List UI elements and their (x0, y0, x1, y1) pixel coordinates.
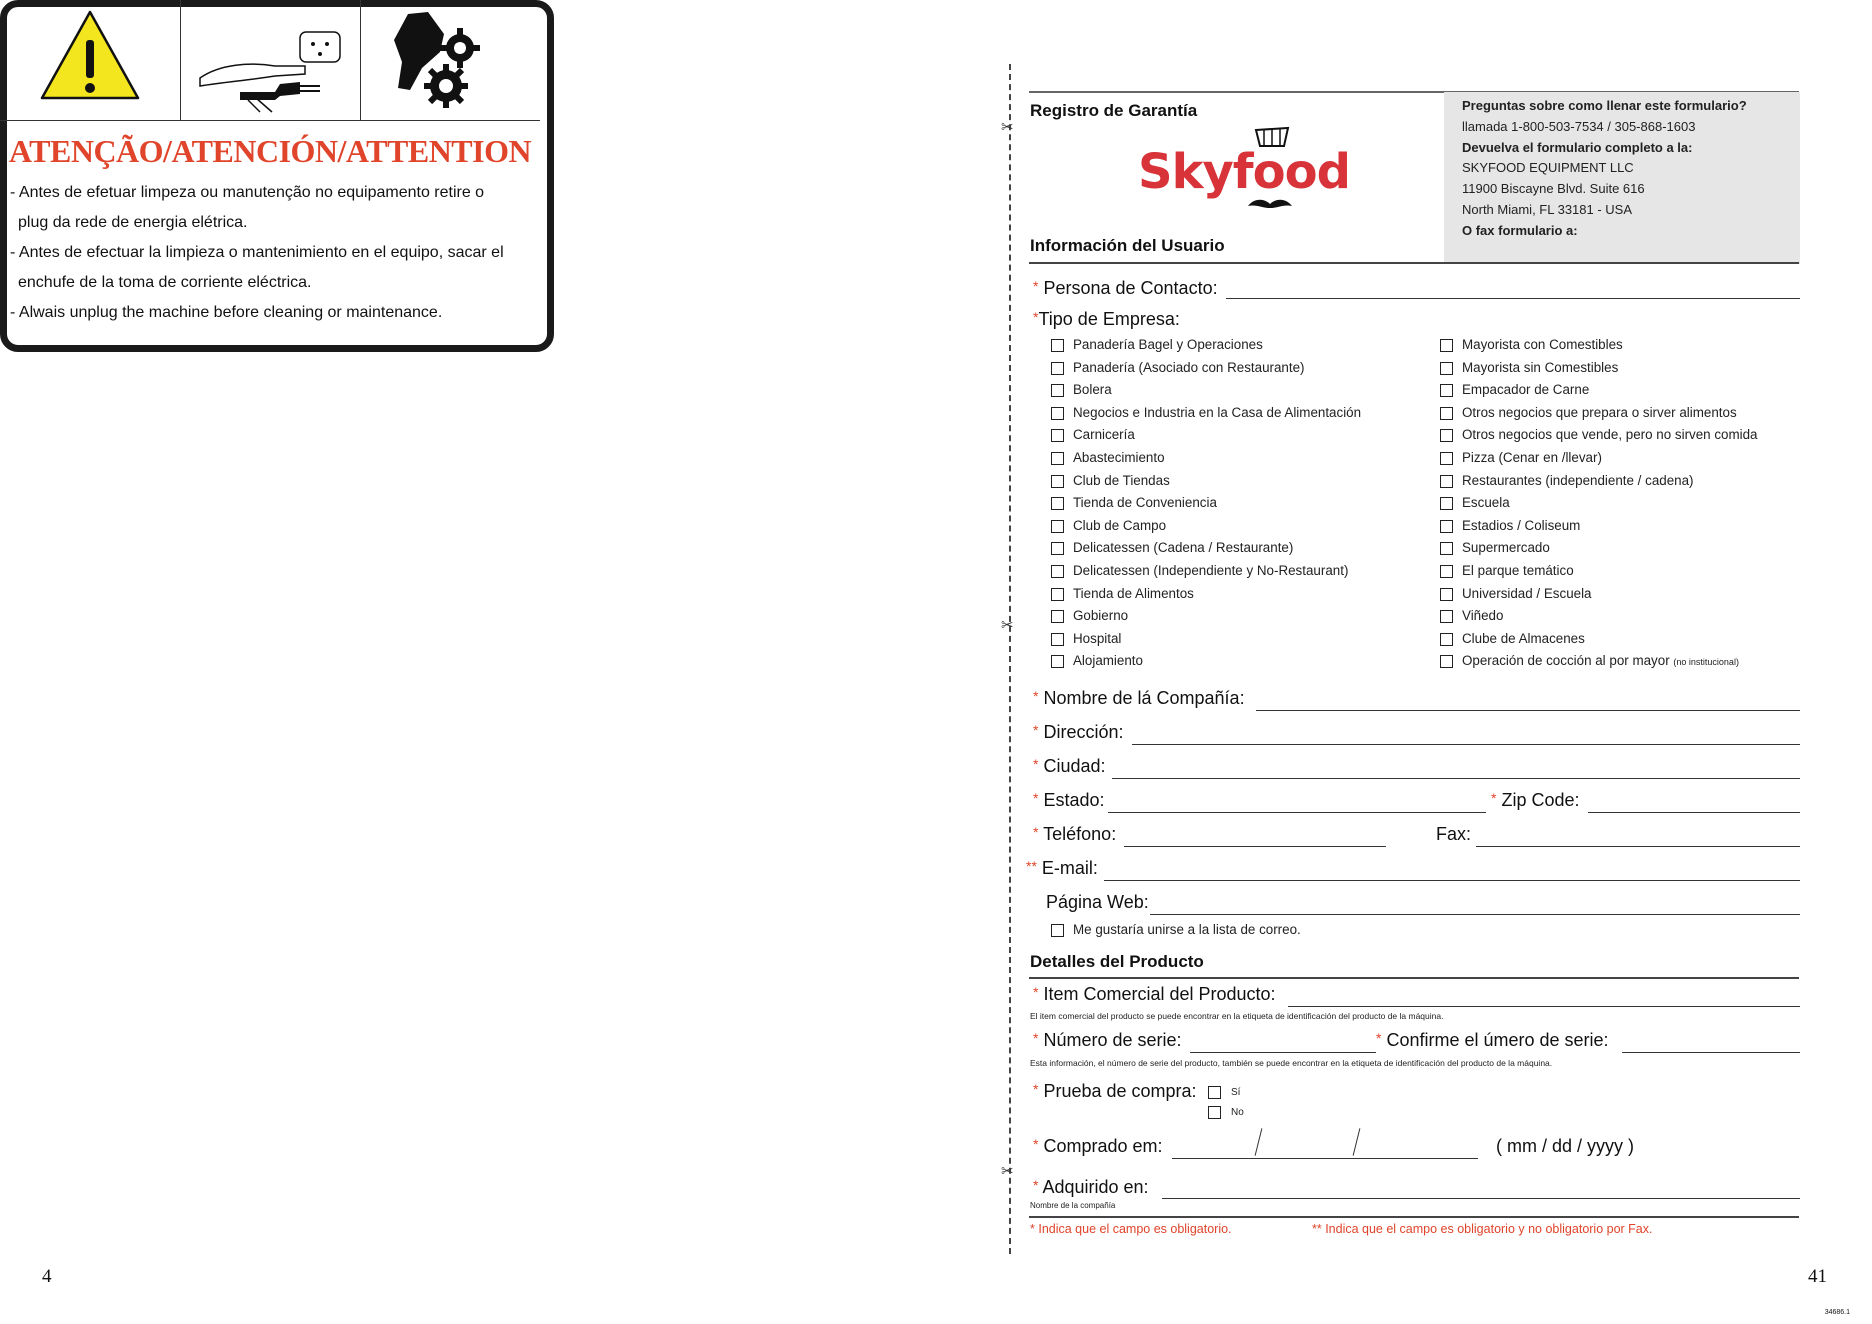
business-type-right-checkbox-12[interactable] (1440, 588, 1453, 601)
scissors-icon: ✂ (1001, 119, 1014, 136)
business-type-right-checkbox-14[interactable] (1440, 633, 1453, 646)
mailing-list-checkbox[interactable] (1051, 924, 1064, 937)
confirm-serial-label: * Confirme el úmero de serie: (1376, 1030, 1609, 1050)
zip-input[interactable] (1588, 812, 1800, 813)
business-type-right-checkbox-6[interactable] (1440, 452, 1453, 465)
business-type-left-checkbox-5[interactable] (1051, 429, 1064, 442)
section-rule (1029, 262, 1799, 264)
business-type-label: *Tipo de Empresa: (1033, 309, 1180, 329)
serial-input[interactable] (1190, 1052, 1376, 1053)
business-type-left-option-1: Panadería Bagel y Operaciones (1073, 337, 1263, 352)
business-type-right-option-label: Operación de cocción al por mayor (1462, 653, 1670, 669)
business-type-left-checkbox-12[interactable] (1051, 588, 1064, 601)
proof-no-label: No (1231, 1107, 1244, 1118)
confirm-serial-input[interactable] (1622, 1052, 1800, 1053)
proof-no-checkbox[interactable] (1208, 1106, 1221, 1119)
business-type-left-checkbox-4[interactable] (1051, 407, 1064, 420)
business-type-left-option-14: Hospital (1073, 630, 1122, 646)
date-separator (1255, 1128, 1263, 1155)
business-type-left-checkbox-6[interactable] (1051, 452, 1064, 465)
label-code: 34686.1 (1824, 1309, 1850, 1316)
warning-triangle-icon (0, 0, 181, 120)
business-type-right-checkbox-3[interactable] (1440, 384, 1453, 397)
business-type-left-option-2: Panadería (Asociado con Restaurante) (1073, 359, 1305, 375)
business-type-left-checkbox-3[interactable] (1051, 384, 1064, 397)
business-type-right-checkbox-11[interactable] (1440, 565, 1453, 578)
contact-fax-label: O fax formulario a: (1462, 222, 1578, 238)
contact-info (1462, 96, 1747, 242)
item-label: * Item Comercial del Producto: (1033, 984, 1276, 1004)
business-type-right-option-14: Clube de Almacenes (1462, 630, 1585, 646)
website-input[interactable] (1150, 914, 1800, 915)
required-footnote: * Indica que el campo es obligatorio. (1030, 1222, 1232, 1236)
business-type-left-option-8: Tienda de Conveniencia (1073, 495, 1217, 511)
scissors-icon: ✂ (1001, 1163, 1014, 1180)
unplug-hand-icon (180, 0, 361, 120)
business-type-right-option-10: Supermercado (1462, 540, 1550, 556)
business-type-left-option-5: Carnicería (1073, 427, 1135, 443)
business-type-left-checkbox-13[interactable] (1051, 610, 1064, 623)
business-type-left-option-9: Club de Campo (1073, 517, 1167, 533)
warning-line-5: - Alwais unplug the machine before cleaning or maintenance. (10, 304, 443, 321)
mailing-list-label: Me gustaría unirse a la lista de correo. (1073, 922, 1301, 937)
business-type-right-option-4: Otros negocios que prepara o sirver alimentos (1462, 404, 1737, 420)
proof-yes-label: Sí (1231, 1087, 1241, 1098)
logo-text: Skyfood (1138, 144, 1350, 200)
state-label: * Estado: (1033, 790, 1105, 810)
business-type-left-checkbox-9[interactable] (1051, 520, 1064, 533)
acquired-at-label: * Adquirido en: (1033, 1177, 1149, 1197)
business-type-right-checkbox-13[interactable] (1440, 610, 1453, 623)
business-type-right-option-12: Universidad / Escuela (1462, 585, 1592, 601)
state-input[interactable] (1108, 812, 1486, 813)
warning-line-3: - Antes de efectuar la limpieza o mantenimiento en el equipo, sacar el (10, 244, 504, 261)
business-type-left-option-3: Bolera (1073, 382, 1112, 398)
required-no-fax-footnote: ** Indica que el campo es obligatorio y no obligatorio por Fax. (1312, 1222, 1653, 1236)
skyfood-logo (1138, 124, 1350, 214)
business-type-left-checkbox-8[interactable] (1051, 497, 1064, 510)
business-type-left-checkbox-2[interactable] (1051, 362, 1064, 375)
business-type-right-checkbox-1[interactable] (1440, 339, 1453, 352)
contact-question: Preguntas sobre como llenar este formulario? (1462, 98, 1747, 113)
date-separator (1353, 1128, 1361, 1155)
company-name-input[interactable] (1256, 710, 1800, 711)
warning-line-2: plug da rede de energia elétrica. (18, 214, 248, 231)
contact-return-label: Devuelva el formulario completo a la: (1462, 139, 1693, 155)
phone-input[interactable] (1124, 846, 1386, 847)
business-type-right-option-13: Viñedo (1462, 608, 1504, 624)
business-type-left-checkbox-10[interactable] (1051, 542, 1064, 555)
warning-title: ATENÇÃO/ATENCIÓN/ATTENTION (8, 133, 532, 169)
business-type-right-option-3: Empacador de Carne (1462, 382, 1590, 398)
warning-line-1: - Antes de efetuar limpeza ou manutenção no equipamento retire o (10, 184, 485, 201)
fax-input[interactable] (1476, 846, 1800, 847)
page-number-left: 4 (42, 1266, 52, 1287)
form-title: Registro de Garantía (1030, 101, 1198, 120)
warning-line-4: enchufe de la toma de corriente eléctrica. (18, 274, 312, 291)
business-type-left-option-13: Gobierno (1073, 608, 1129, 624)
email-input[interactable] (1104, 880, 1800, 881)
business-type-left-option-10: Delicatessen (Cadena / Restaurante) (1073, 540, 1294, 556)
business-type-right-option-15 (1462, 653, 1739, 668)
business-type-left-option-7: Club de Tiendas (1073, 472, 1170, 488)
business-type-right-checkbox-7[interactable] (1440, 475, 1453, 488)
business-type-left-option-6: Abastecimiento (1073, 450, 1165, 465)
section-product: Detalles del Producto (1030, 952, 1204, 971)
city-label: * Ciudad: (1033, 756, 1106, 776)
section-user-info: Información del Usuario (1030, 236, 1225, 255)
cut-line (1009, 64, 1011, 1254)
warning-icons-row (0, 0, 540, 121)
business-type-left-option-12: Tienda de Alimentos (1073, 585, 1194, 601)
business-type-right-option-1: Mayorista con Comestibles (1462, 337, 1623, 352)
serial-note: Esta información, el número de serie del producto, también se puede encontrar en la etiqueta de identificación del producto de la máquina. (1030, 1058, 1553, 1068)
date-format-hint: ( mm / dd / yyyy ) (1496, 1136, 1635, 1156)
business-type-right-checkbox-5[interactable] (1440, 429, 1453, 442)
phone-label: * Teléfono: (1033, 824, 1117, 844)
business-type-right-option-5: Otros negocios que vende, pero no sirven comida (1462, 427, 1758, 443)
contact-address-1: 11900 Biscayne Blvd. Suite 616 (1462, 181, 1645, 197)
business-type-left-checkbox-7[interactable] (1051, 475, 1064, 488)
business-type-left-checkbox-1[interactable] (1051, 339, 1064, 352)
address-label: * Dirección: (1033, 722, 1124, 742)
business-type-right-option-9: Estadios / Coliseum (1462, 517, 1581, 533)
proof-label: * Prueba de compra: (1033, 1081, 1197, 1101)
business-type-right-checkbox-15[interactable] (1440, 655, 1453, 668)
section-rule (1029, 977, 1799, 979)
business-type-left-option-4: Negocios e Industria en la Casa de Alimentación (1073, 404, 1362, 420)
business-type-right-option-11: El parque temático (1462, 563, 1574, 578)
contact-person-label: * Persona de Contacto: (1033, 278, 1218, 298)
company-name-label: * Nombre de lá Compañía: (1033, 688, 1245, 708)
acquired-at-input[interactable] (1162, 1198, 1800, 1199)
email-label: ** E-mail: (1026, 858, 1098, 878)
business-type-right-checkbox-4[interactable] (1440, 407, 1453, 420)
business-type-right-option-8: Escuela (1462, 495, 1510, 511)
purchase-date-input[interactable] (1172, 1158, 1478, 1159)
zip-label: * Zip Code: (1491, 790, 1580, 810)
serial-label: * Número de serie: (1033, 1030, 1182, 1050)
purchased-on-label: * Comprado em: (1033, 1136, 1163, 1156)
business-type-right-option-2: Mayorista sin Comestibles (1462, 359, 1619, 375)
business-type-right-checkbox-10[interactable] (1440, 542, 1453, 555)
business-type-left-checkbox-15[interactable] (1051, 655, 1064, 668)
scissors-icon: ✂ (1001, 617, 1014, 634)
business-type-right-option-7: Restaurantes (independiente / cadena) (1462, 472, 1694, 488)
item-input[interactable] (1288, 1006, 1800, 1007)
address-input[interactable] (1132, 744, 1800, 745)
business-type-right-option-6: Pizza (Cenar en /llevar) (1462, 450, 1602, 465)
fax-label: Fax: (1436, 824, 1472, 844)
contact-phone: llamada 1-800-503-7534 / 305-868-1603 (1462, 118, 1696, 134)
contact-person-input[interactable] (1226, 298, 1800, 299)
form-bottom-rule (1029, 1216, 1799, 1218)
contact-address-2: North Miami, FL 33181 - USA (1462, 201, 1633, 217)
business-type-right-checkbox-2[interactable] (1440, 362, 1453, 375)
item-note: El item comercial del producto se puede encontrar en la etiqueta de identificación del producto de la máquina. (1030, 1011, 1444, 1021)
business-type-left-checkbox-11[interactable] (1051, 565, 1064, 578)
hand-gears-icon (360, 0, 540, 120)
page-number-right: 41 (1808, 1266, 1827, 1287)
contact-company: SKYFOOD EQUIPMENT LLC (1462, 160, 1634, 176)
business-type-right-checkbox-8[interactable] (1440, 497, 1453, 510)
business-type-right-checkbox-9[interactable] (1440, 520, 1453, 533)
business-type-left-option-11: Delicatessen (Independiente y No-Restaurant) (1073, 563, 1349, 578)
business-type-left-option-15: Alojamiento (1073, 653, 1143, 669)
website-label: Página Web: (1046, 892, 1149, 912)
proof-yes-checkbox[interactable] (1208, 1086, 1221, 1099)
city-input[interactable] (1112, 778, 1800, 779)
business-type-left-checkbox-14[interactable] (1051, 633, 1064, 646)
acquired-note: Nombre de la compañía (1030, 1201, 1116, 1210)
last-option-note: (no institucional) (1673, 657, 1739, 668)
